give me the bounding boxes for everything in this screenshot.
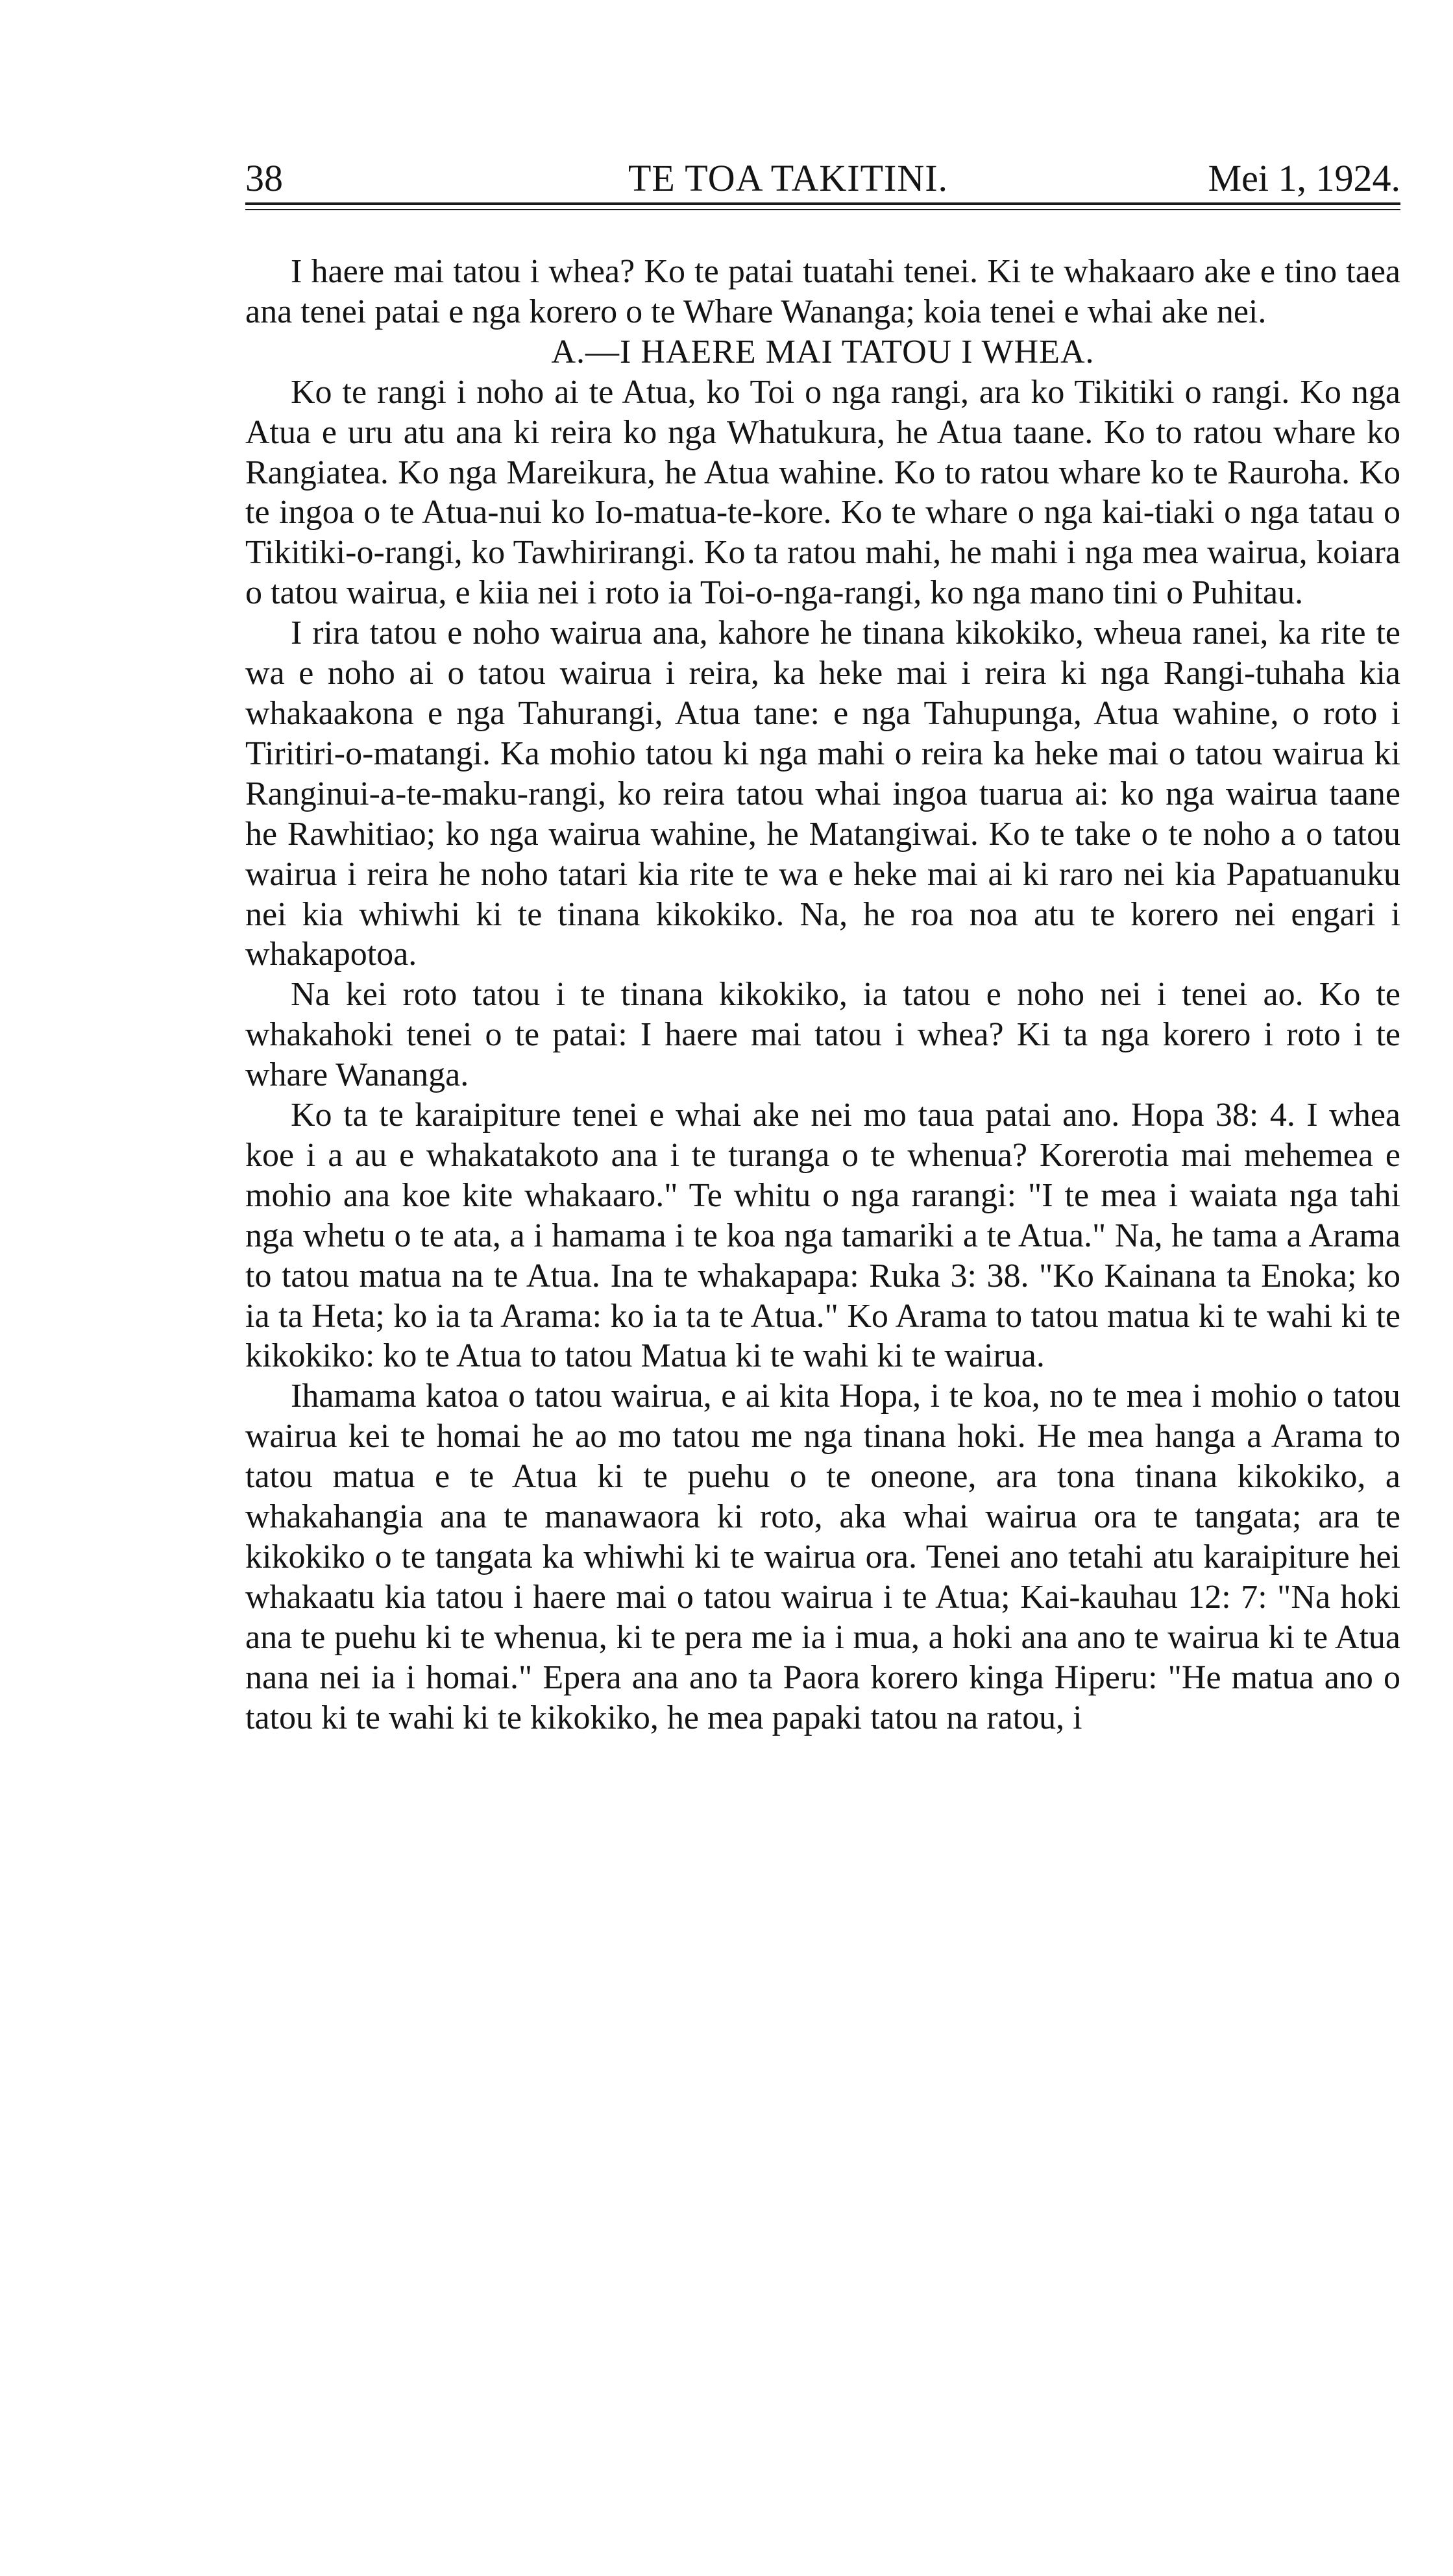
page-number: 38 bbox=[245, 157, 283, 199]
section-heading: A.—I HAERE MAI TATOU I WHEA. bbox=[551, 333, 1095, 371]
paragraph: I rira tatou e noho wairua ana, kahore he tinana kikokiko, wheua ranei, ka rite te wa e noho ai o tatou wairua i reira, ka heke mai i reira ki nga Rangi-tuhaha kia whakaakona e nga Tahurangi, Atua tane: e nga Tahupunga, Atua wahine, o roto i Tiritiri-o-matangi. Ka mohio tatou ki nga mahi o reira ka heke mai o tatou wairua ki Ranginui-a-te-maku-rangi, ko reira tatou whai ingoa tuarua ai: ko nga wairua taane he Rawhitiao; ko nga wairua wahine, he Matangiwai. Ko te take o te noho a o tatou wairua i reira he noho tatari kia rite te wa e heke mai ai ki raro nei kia Papatuanuku nei kia whiwhi ki te tinana kikokiko. Na, he roa noa atu te korero nei engari i whakapotoa. bbox=[245, 614, 1400, 973]
paragraph: Ko te rangi i noho ai te Atua, ko Toi o nga rangi, ara ko Tikitiki o rangi. Ko nga Atua e uru atu ana ki reira ko nga Whatukura, he Atua taane. Ko to ratou whare ko Rangiatea. Ko nga Mareikura, he Atua wahine. Ko to ratou whare ko te Rauroha. Ko te ingoa o te Atua-nui ko Io-matua-te-kore. Ko te whare o nga kai-tiaki o nga tatau o Tikitiki-o-rangi, ko Tawhirirangi. Ko ta ratou mahi, he mahi i nga mea wairua, koiara o tatou wairua, e kiia nei i roto ia Toi-o-nga-rangi, ko nga mano tini o Puhitau. bbox=[245, 373, 1400, 612]
journal-title: TE TOA TAKITINI. bbox=[628, 157, 949, 199]
paragraph: Ko ta te karaipiture tenei e whai ake nei mo taua patai ano. Hopa 38: 4. I whea koe i a au e whakatakoto ana i te turanga o te whenua? Korerotia mai mehemea e mohio ana koe kite whakaaro." Te whitu o nga rarangi: "I te mea i waiata nga tahi nga whetu o te ata, a i hamama i te koa nga tamariki a te Atua." Na, he tama a Arama to tatou matua na te Atua. Ina te whakapapa: Ruka 3: 38. "Ko Kainana ta Enoka; ko ia ta Heta; ko ia ta Arama: ko ia ta te Atua." Ko Arama to tatou matua ki te wahi ki te kikokiko: ko te Atua to tatou Matua ki te wahi ki te wairua. bbox=[245, 1097, 1400, 1375]
header-rule bbox=[245, 202, 1400, 205]
running-head bbox=[245, 148, 1400, 206]
article-body bbox=[245, 252, 1400, 1738]
header-rule-thin bbox=[245, 209, 1400, 210]
paragraph: Na kei roto tatou i te tinana kikokiko, ia tatou e noho nei i tenei ao. Ko te whakahoki tenei o te patai: I haere mai tatou i whea? Ki ta nga korero i roto i te whare Wananga. bbox=[245, 976, 1400, 1094]
issue-date: Mei 1, 1924. bbox=[1208, 157, 1400, 199]
intro-paragraph: I haere mai tatou i whea? Ko te patai tuatahi tenei. Ki te whakaaro ake e tino taea ana tenei patai e nga korero o te Whare Wananga; koia tenei e whai ake nei. bbox=[245, 253, 1400, 330]
paragraph: Ihamama katoa o tatou wairua, e ai kita Hopa, i te koa, no te mea i mohio o tatou wairua kei te homai he ao mo tatou me nga tinana hoki. He mea hanga a Arama to tatou matua e te Atua ki te puehu o te oneone, ara tona tinana kikokiko, a whakahangia ana te manawaora ki roto, aka whai wairua ora te tangata; ara te kikokiko o te tangata ka whiwhi ki te wairua ora. Tenei ano tetahi atu karaipiture hei whakaatu kia tatou i haere mai o tatou wairua i te Atua; Kai-kauhau 12: 7: "Na hoki ana te puehu ki te whenua, ki te pera me ia i mua, a hoki ana ano te wairua ki te Atua nana nei ia i homai." Epera ana ano ta Paora korero kinga Hiperu: "He matua ano o tatou ki te wahi ki te kikokiko, he mea papaki tatou na ratou, i bbox=[245, 1378, 1400, 1736]
